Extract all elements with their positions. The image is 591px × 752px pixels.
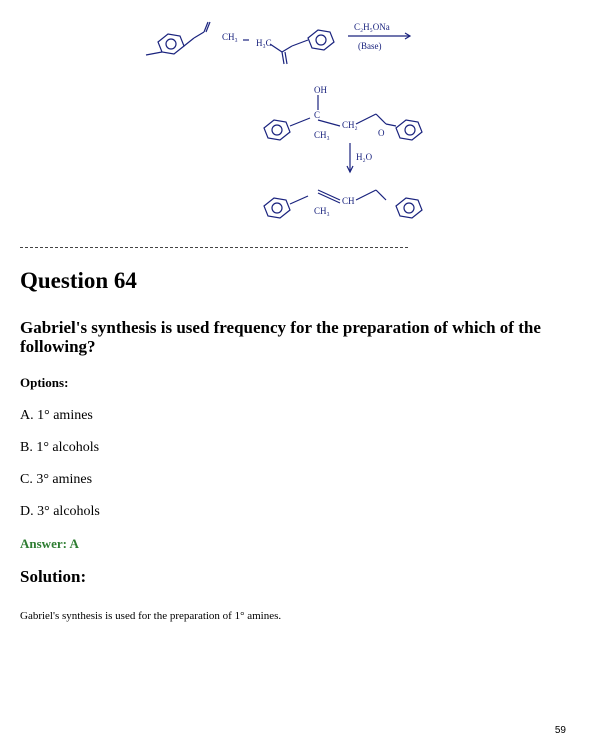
label-h2o: H₂O xyxy=(356,152,373,162)
label-reagent: C₂H₅ONa xyxy=(354,22,390,32)
reaction-scheme-figure xyxy=(130,0,430,235)
label-ch3-a: CH₃ xyxy=(222,32,238,42)
page-number: 59 xyxy=(554,725,566,736)
answer-label: Answer: A xyxy=(20,536,79,551)
option-b[interactable]: B. 1° alcohols xyxy=(20,440,100,455)
option-a[interactable]: A. 1° amines xyxy=(20,408,93,423)
option-d[interactable]: D. 3° alcohols xyxy=(20,504,100,519)
benzene-ring-4 xyxy=(396,120,422,140)
question-title: Question 64 xyxy=(20,268,137,293)
solution-text: Gabriel's synthesis is used for the preparation of 1° amines. xyxy=(20,610,282,622)
solution-title: Solution: xyxy=(20,567,87,586)
aldol-condensation-diagram xyxy=(130,0,430,235)
label-h3c: H₃C xyxy=(256,38,272,48)
option-c[interactable]: C. 3° amines xyxy=(20,472,93,487)
label-ch2: CH₂ xyxy=(342,120,358,130)
benzene-ring-2 xyxy=(308,30,334,50)
benzene-ring-1 xyxy=(158,34,184,54)
label-ch3-c: CH₃ xyxy=(314,206,330,216)
benzene-ring-3 xyxy=(264,120,290,140)
label-condition: (Base) xyxy=(358,41,382,51)
benzene-ring-6 xyxy=(396,198,422,218)
label-ch3-b: CH₃ xyxy=(314,130,330,140)
label-o-1: O xyxy=(378,128,385,138)
question-text: Gabriel's synthesis is used frequency for the preparation of which of the following? xyxy=(20,318,541,356)
options-label: Options: xyxy=(20,375,69,390)
dashed-divider xyxy=(20,247,408,248)
benzene-ring-5 xyxy=(264,198,290,218)
label-c: C xyxy=(314,110,321,120)
label-ch: CH xyxy=(342,196,355,206)
label-oh: OH xyxy=(314,85,327,95)
